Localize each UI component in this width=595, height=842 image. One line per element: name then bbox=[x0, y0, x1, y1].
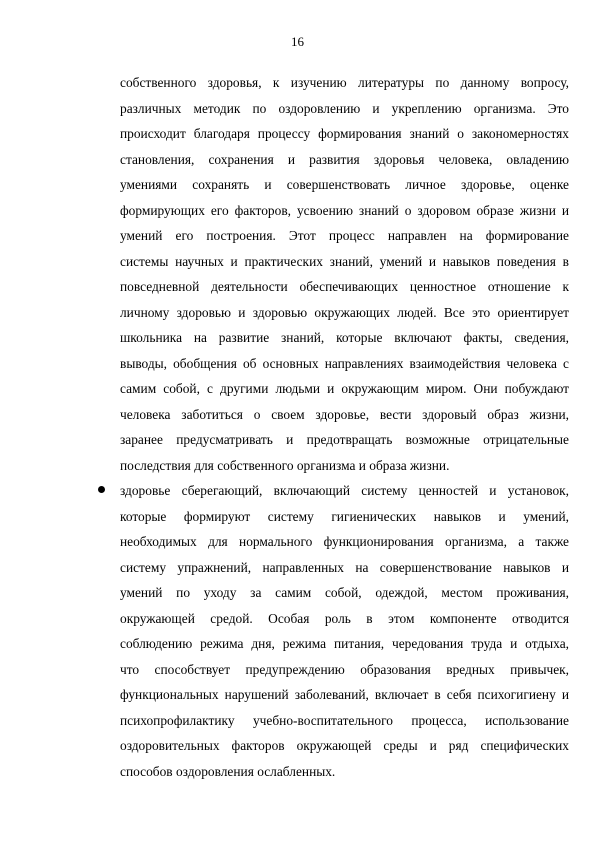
text-line: что способствует предупреждению образования вредных привычек, bbox=[120, 661, 569, 677]
text-line: повседневной деятельности обеспечивающих ценностное отношение к bbox=[120, 279, 569, 294]
text-line: здоровье сберегающий, включающий систему ценностей и установок, bbox=[120, 483, 569, 498]
text-line: необходимых для нормального функционирования организма, а также bbox=[120, 534, 569, 549]
text-line: умений по уходу за самим собой, одеждой, местом проживания, bbox=[120, 585, 569, 600]
text-line: становления, сохранения и развития здоровья человека, овладению bbox=[120, 151, 569, 167]
text-line: окружающей средой. Особая роль в этом компоненте отводится bbox=[120, 610, 569, 626]
text-line: способов оздоровления ослабленных. bbox=[120, 763, 336, 779]
text-line: оздоровительных факторов окружающей среды и ряд специфических bbox=[120, 738, 569, 753]
text-line: самим собой, с другими людьми и окружающим миром. Они побуждают bbox=[120, 381, 569, 396]
text-line: заранее предусматривать и предотвращать возможные отрицательные bbox=[120, 432, 569, 447]
text-line: личному здоровью и здоровью окружающих людей. Все это ориентирует bbox=[120, 304, 569, 320]
text-line: собственного здоровья, к изучению литературы по данному вопросу, bbox=[120, 75, 569, 90]
text-line: функциональных нарушений заболеваний, включает в себя психогигиену и bbox=[120, 687, 569, 702]
text-line: различных методик по оздоровлению и укреплению организма. Это bbox=[120, 100, 569, 116]
text-line: происходит благодаря процессу формирования знаний о закономерностях bbox=[120, 126, 569, 141]
text-line: психопрофилактику учебно-воспитательного процесса, использование bbox=[120, 712, 569, 728]
bullet-icon bbox=[98, 486, 105, 493]
text-line: соблюдению режима дня, режима питания, чередования труда и отдыха, bbox=[120, 636, 569, 651]
text-line: выводы, обобщения об основных направлениях взаимодействия человека с bbox=[120, 355, 569, 371]
text-line: которые формируют систему гигиенических навыков и умений, bbox=[120, 508, 569, 524]
text-line: человека заботиться о своем здоровье, вести здоровый образ жизни, bbox=[120, 406, 569, 422]
text-line: умений его построения. Этот процесс направлен на формирование bbox=[120, 228, 569, 243]
text-line: последствия для собственного организма и образа жизни. bbox=[120, 457, 450, 473]
text-line: школьника на развитие знаний, которые включают факты, сведения, bbox=[120, 330, 569, 345]
text-line: умениями сохранять и совершенствовать личное здоровье, оценке bbox=[120, 177, 569, 192]
text-line: систему упражнений, направленных на совершенствование навыков и bbox=[120, 559, 569, 575]
page-number: 16 bbox=[291, 34, 304, 49]
bullet-item bbox=[120, 478, 569, 784]
text-line: системы научных и практических знаний, умений и навыков поведения в bbox=[120, 253, 569, 269]
paragraph-continuation bbox=[120, 70, 569, 478]
text-line: формирующих его факторов, усвоению знаний о здоровом образе жизни и bbox=[120, 202, 569, 218]
